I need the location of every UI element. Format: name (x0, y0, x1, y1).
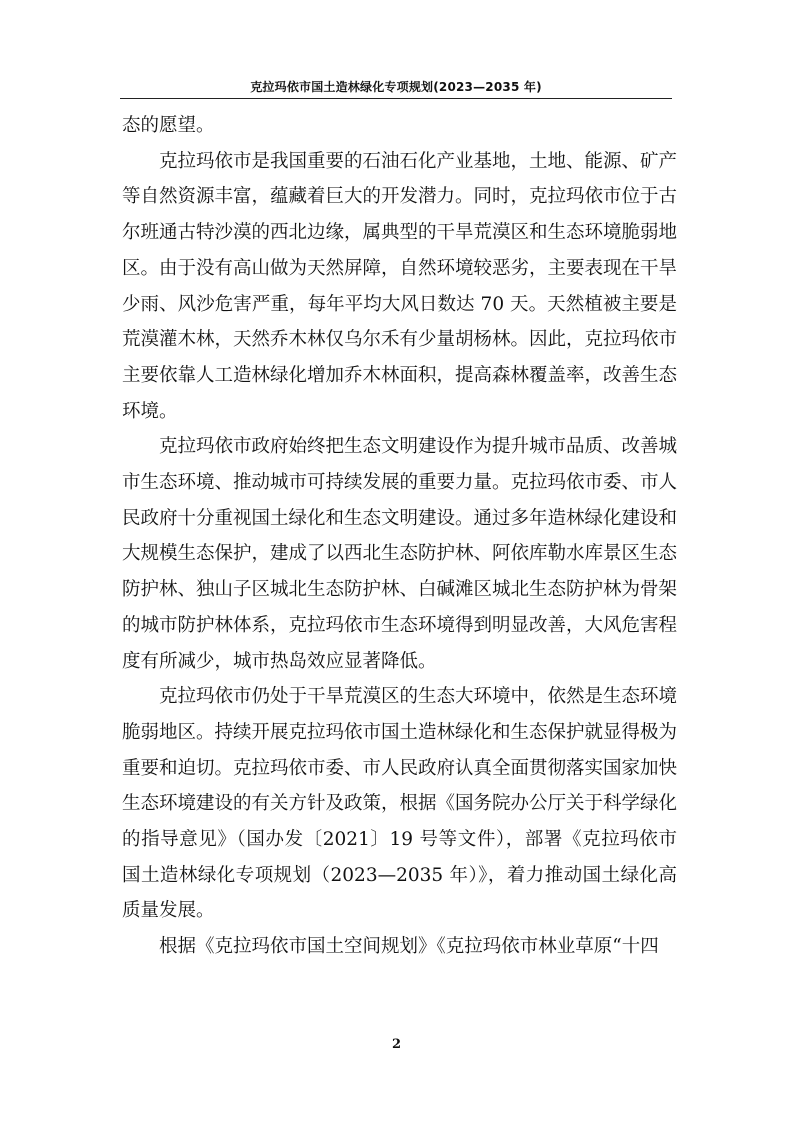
paragraph-continuation: 态的愿望。 (122, 115, 215, 136)
header-rule (120, 98, 672, 99)
running-header: 克拉玛依市国土造林绿化专项规划(2023—2035 年) (250, 80, 542, 94)
paragraph-resources: 克拉玛依市是我国重要的石油石化产业基地，土地、能源、矿产等自然资源丰富，蕴藏着巨大的开发潜力。同时，克拉玛依市位于古尔班通古特沙漠的西北边缘，属典型的干旱荒漠区和生态环境脆弱地区。由于没有高山做为天然屏障，自然环境较恶劣，主要表现在干旱少雨、风沙危害严重，每年平均大风日数达 70 天。天然植被主要是荒漠灌木林，天然乔木林仅乌尔禾有少量胡杨林。因此，克拉玛依市主要依靠人工造林绿化增加乔木林面积，提高森林覆盖率，改善生态环境。 (122, 150, 678, 422)
paragraph-planning: 克拉玛依市仍处于干旱荒漠区的生态大环境中，依然是生态环境脆弱地区。持续开展克拉玛依市国土造林绿化和生态保护就显得极为重要和迫切。克拉玛依市委、市人民政府认真全面贯彻落实国家加快生态环境建设的有关方针及政策，根据《国务院办公厅关于科学绿化的指导意见》（国办发〔2021〕19 号等文件），部署《克拉玛依市国土造林绿化专项规划（2023—2035 年）》，着力推动国土绿化高质量发展。 (122, 686, 678, 922)
body-text (122, 108, 677, 965)
page-number: 2 (391, 1037, 402, 1052)
paragraph-government: 克拉玛依市政府始终把生态文明建设作为提升城市品质、改善城市生态环境、推动城市可持续发展的重要力量。克拉玛依市委、市人民政府十分重视国土绿化和生态文明建设。通过多年造林绿化建设和大规模生态保护，建成了以西北生态防护林、阿依库勒水库景区生态防护林、独山子区城北生态防护林、白碱滩区城北生态防护林为骨架的城市防护林体系，克拉玛依市生态环境得到明显改善，大风危害程度有所减少，城市热岛效应显著降低。 (122, 436, 678, 672)
paragraph-basis: 根据《克拉玛依市国土空间规划》《克拉玛依市林业草原“十四 (159, 936, 659, 958)
